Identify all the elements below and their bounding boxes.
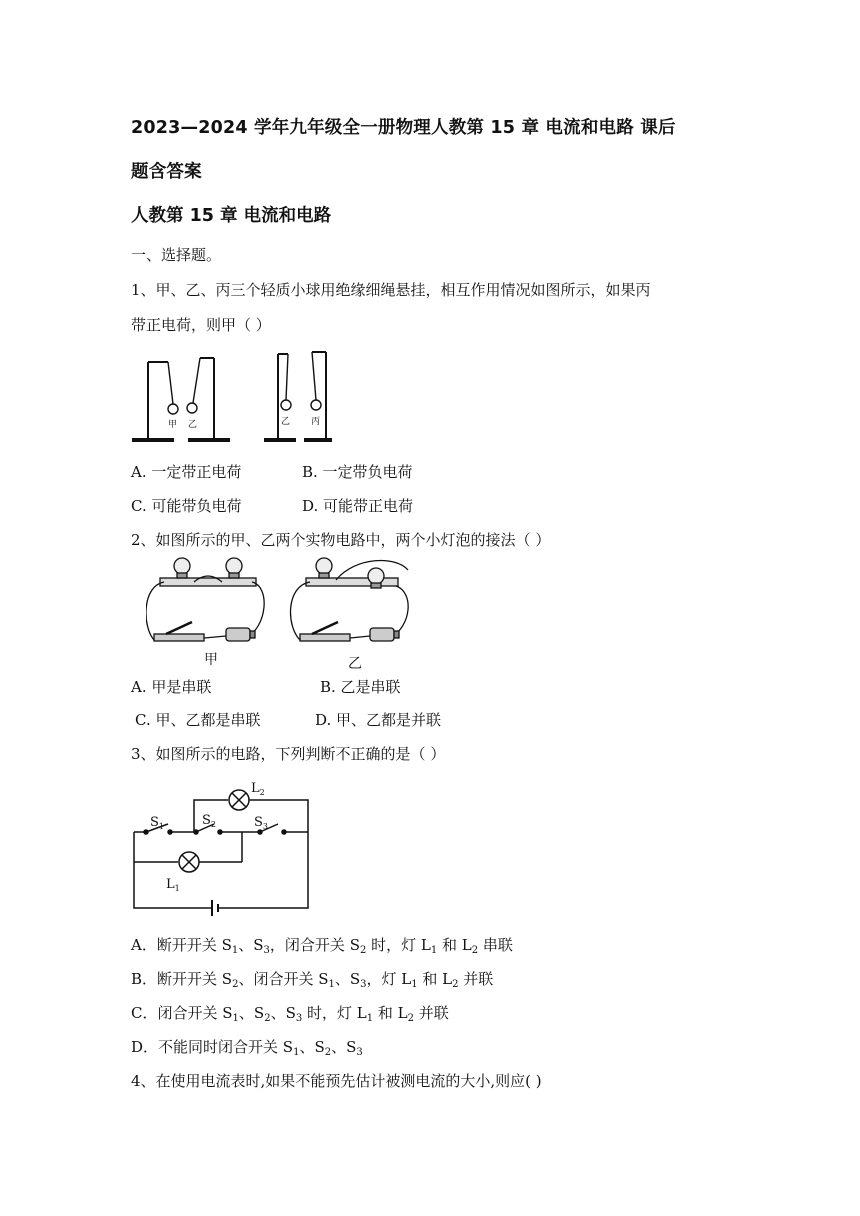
q1-stem-line1: 1、甲、乙、丙三个轻质小球用绝缘细绳悬挂，相互作用情况如图所示，如果丙 <box>131 281 651 299</box>
q3-option-d: D．不能同时闭合开关 $S_1$、$S_2$、$S_3$ <box>131 1038 363 1058</box>
q3-stem: 3、如图所示的电路，下列判断不正确的是（ ） <box>131 745 446 763</box>
q3-option-a: A．断开开关 $S_1$、$S_3$，闭合开关 $S_2$ 时，灯 $L_1$ 和 $L_2$ 串联 <box>131 936 513 956</box>
q3-option-b: B．断开开关 $S_2$、闭合开关 $S_1$、$S_3$，灯 $L_1$ 和 $L_2$ 并联 <box>131 970 494 990</box>
q2-fig-label-yi: 乙 <box>348 656 362 672</box>
document-title-line2: 题含答案 <box>131 162 202 182</box>
q1-option-c: C. 可能带负电荷 <box>131 497 242 515</box>
q3-fig-l1: $L_1$ <box>166 877 180 893</box>
q1-figure <box>128 348 338 448</box>
document-title-line1: 2023—2024 学年九年级全一册物理人教第 15 章 电流和电路 课后 <box>131 118 676 138</box>
q4-stem: 4、在使用电流表时,如果不能预先估计被测电流的大小,则应( ) <box>131 1072 542 1090</box>
section-heading: 一、选择题。 <box>131 246 222 264</box>
q1-option-b: B. 一定带负电荷 <box>302 463 413 481</box>
q2-option-c: C. 甲、乙都是串联 <box>135 711 261 729</box>
q3-fig-s2: $S_2$ <box>202 813 216 829</box>
q2-option-a: A. 甲是串联 <box>131 678 212 696</box>
q2-figure <box>146 556 416 672</box>
q2-option-b: B. 乙是串联 <box>320 678 401 696</box>
q1-stem-line2: 带正电荷，则甲（ ） <box>131 316 271 334</box>
q1-fig-label-jia: 甲 <box>168 420 178 430</box>
q1-fig-label-yi-2: 乙 <box>281 417 291 427</box>
q2-fig-label-jia: 甲 <box>204 652 218 668</box>
q1-fig-label-yi: 乙 <box>188 420 198 430</box>
q3-fig-s3: $S_3$ <box>254 815 268 831</box>
q1-fig-label-bing: 丙 <box>311 417 321 427</box>
q1-option-a: A. 一定带正电荷 <box>131 463 242 481</box>
q3-figure <box>128 776 318 916</box>
q1-option-d: D. 可能带正电荷 <box>302 497 414 515</box>
q3-fig-s1: $S_1$ <box>150 815 164 831</box>
q2-option-d: D. 甲、乙都是并联 <box>315 711 442 729</box>
chapter-heading: 人教第 15 章 电流和电路 <box>131 206 332 226</box>
q3-fig-l2: $L_2$ <box>251 781 265 797</box>
q2-stem: 2、如图所示的甲、乙两个实物电路中，两个小灯泡的接法（ ） <box>131 531 551 549</box>
q3-option-c: C．闭合开关 $S_1$、$S_2$、$S_3$ 时，灯 $L_1$ 和 $L_2$ 并联 <box>131 1004 449 1024</box>
